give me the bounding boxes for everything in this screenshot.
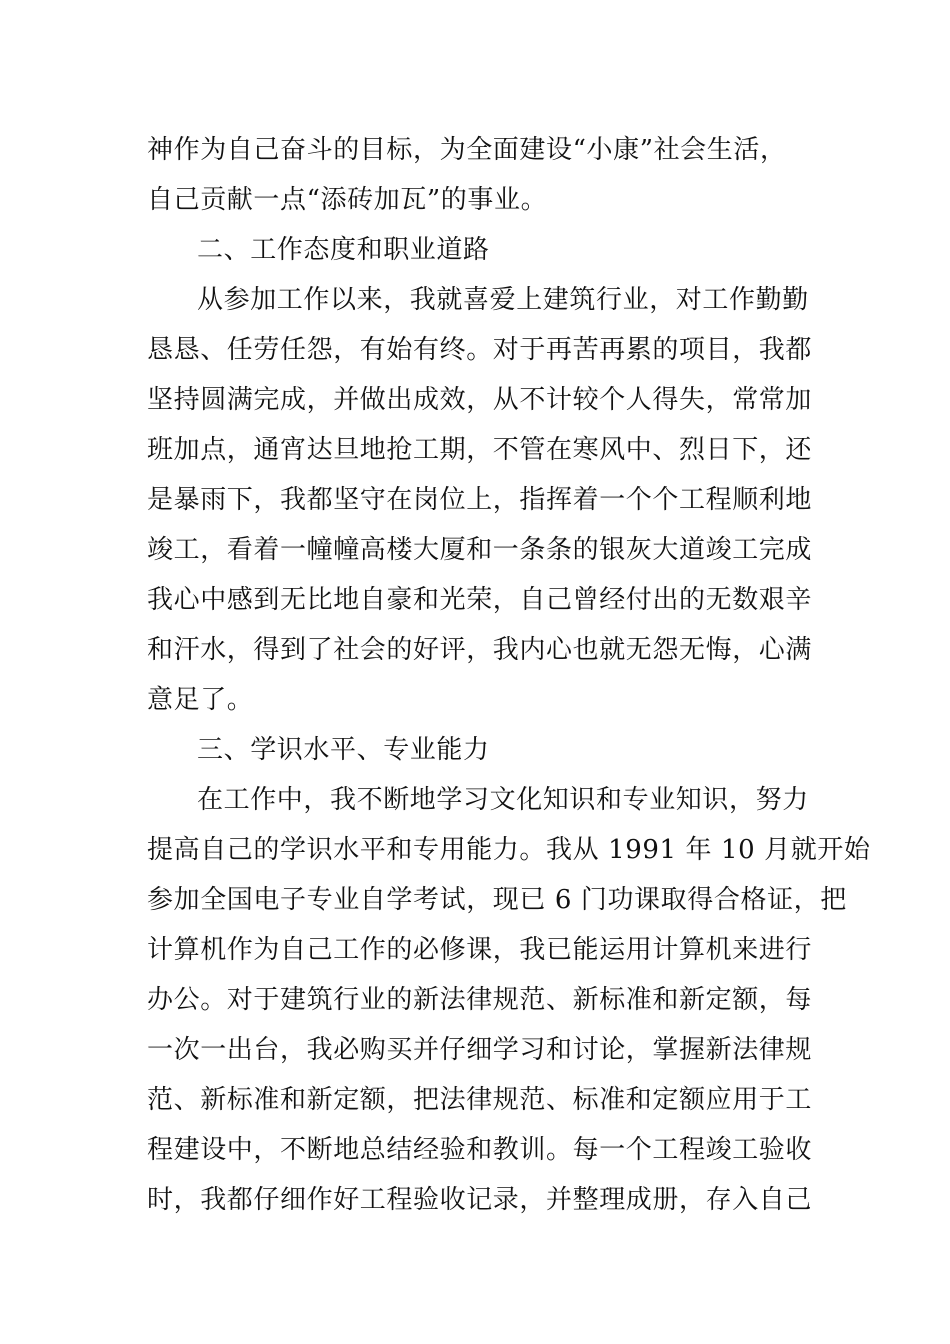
text-line: 计算机作为自己工作的必修课，我已能运用计算机来进行 [147,935,813,965]
section-heading: 二、工作态度和职业道路 [197,235,490,265]
text-line: 参加全国电子专业自学考试，现已 6 门功课取得合格证，把 [147,885,847,915]
text-line: 从参加工作以来，我就喜爱上建筑行业，对工作勤勤 [197,285,809,315]
text-line: 坚持圆满完成，并做出成效，从不计较个人得失，常常加 [147,385,813,415]
text-line: 在工作中，我不断地学习文化知识和专业知识，努力 [197,785,809,815]
section-heading: 三、学识水平、专业能力 [197,735,490,765]
text-line: 恳恳、任劳任怨，有始有终。对于再苦再累的项目，我都 [147,335,813,365]
text-line: 意足了。 [147,685,254,715]
text-line: 程建设中，不断地总结经验和教训。每一个工程竣工验收 [147,1135,813,1165]
text-line: 和汗水，得到了社会的好评，我内心也就无怨无悔，心满 [147,635,813,665]
text-line: 时，我都仔细作好工程验收记录，并整理成册，存入自己 [147,1185,813,1215]
text-line: 范、新标准和新定额，把法律规范、标准和定额应用于工 [147,1085,813,1115]
text-line: 自己贡献一点“添砖加瓦”的事业。 [147,185,548,215]
text-line: 提高自己的学识水平和专用能力。我从 1991 年 10 月就开始 [147,835,871,865]
text-line: 竣工，看着一幢幢高楼大厦和一条条的银灰大道竣工完成 [147,535,813,565]
text-line: 办公。对于建筑行业的新法律规范、新标准和新定额，每 [147,985,813,1015]
text-line: 我心中感到无比地自豪和光荣，自己曾经付出的无数艰辛 [147,585,813,615]
text-line: 一次一出台，我必购买并仔细学习和讨论，掌握新法律规 [147,1035,813,1065]
text-line: 是暴雨下，我都坚守在岗位上，指挥着一个个工程顺利地 [147,485,813,515]
text-line: 班加点，通宵达旦地抢工期，不管在寒风中、烈日下，还 [147,435,813,465]
text-line: 神作为自己奋斗的目标，为全面建设“小康”社会生活， [147,135,787,165]
